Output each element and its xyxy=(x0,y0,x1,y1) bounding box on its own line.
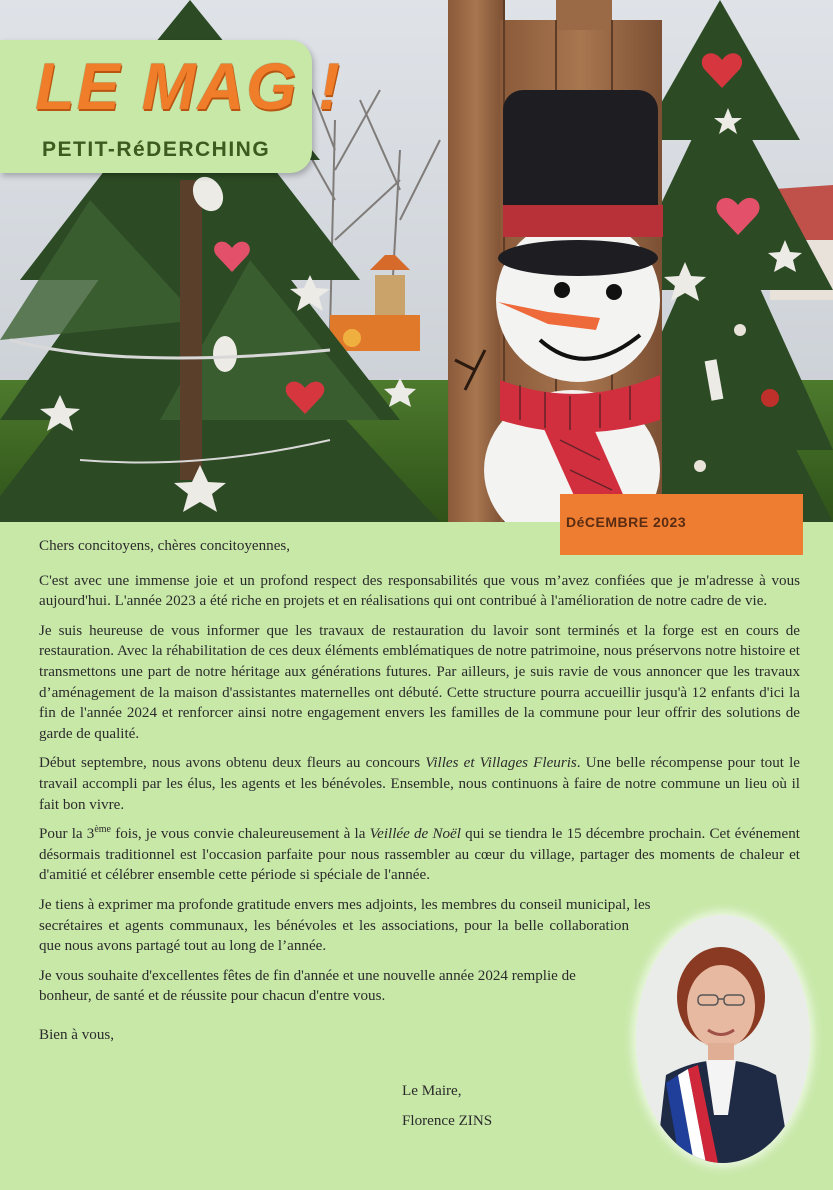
paragraph-4-text-c: qui se tiendra le 15 décembre prochain. Cet événement désormais traditionnel est l'occasion parfaite pour nous rassembler au cœur du village, partager des moments de chaleur et d'amitié et célébrer ensemble cette période si spéciale de l'année. xyxy=(39,826,800,884)
paragraph-3-text-b: . Une belle récompense pour tout le travail accompli par les élus, les agents et les bénévoles. Ensemble, nous continuons à faire de notre commune un lieu où il fait bon vivre. xyxy=(39,755,800,813)
ordinal-suffix: ème xyxy=(94,824,111,836)
paragraph-6: Je vous souhaite d'excellentes fêtes de fin d'année et une nouvelle année 2024 remplie de bonheur, de santé et de réussite pour chacun d'entre vous. xyxy=(39,967,576,1005)
paragraph-1: C'est avec une immense joie et un profond respect des responsabilités que vous m’avez confiées que je m'adresse à vous aujourd'hui. L'année 2023 a été riche en projets et en réalisations qui ont contribué à l'amélioration de notre cadre de vie. xyxy=(39,572,800,610)
paragraph-4 xyxy=(39,824,800,886)
magazine-title: LE MAG ! xyxy=(35,49,342,123)
paragraph-3-text-a: Début septembre, nous avons obtenu deux fleurs au concours xyxy=(39,755,426,772)
paragraph-5-rest: secrétaires et agents communaux, les bénévoles et les associations, pour la belle collaboration que nous avons partagé tout au long de l’année. xyxy=(39,917,629,955)
mayor-portrait xyxy=(636,915,810,1163)
paragraph-4-text-a: Pour la 3 xyxy=(39,826,95,843)
signature-title: Le Maire, xyxy=(402,1083,462,1099)
contest-name: Villes et Villages Fleuris xyxy=(425,755,577,772)
masthead xyxy=(0,40,342,173)
closing: Bien à vous, xyxy=(39,1027,115,1043)
signature-name: Florence ZINS xyxy=(402,1113,493,1129)
greeting: Chers concitoyens, chères concitoyennes, xyxy=(39,538,291,554)
village-name: PETIT-RéDERCHING xyxy=(42,138,271,161)
issue-date: DéCEMBRE 2023 xyxy=(566,514,687,530)
paragraph-4-text-b: fois, je vous convie chaleureusement à la xyxy=(111,826,370,843)
paragraph-2: Je suis heureuse de vous informer que les travaux de restauration du lavoir sont terminés et la forge est en cours de restauration. Avec la réhabilitation de ces deux éléments emblématiques de notre patrimoine, nous préservons notre histoire et transmettons une part de notre héritage aux générations futures. Par ailleurs, je suis ravie de vous annoncer que les travaux d’aménagement de la maison d'assistantes maternelles ont débuté. Cette structure pourra accueillir jusqu'à 12 enfants d'ici la fin de l'année 2024 et renforcer ainsi notre engagement envers les familles de la commune pour leur offrir des solutions de garde de qualité. xyxy=(39,622,800,742)
paragraph-5-line-1: Je tiens à exprimer ma profonde gratitude envers mes adjoints, les membres du conseil municipal, les xyxy=(39,896,651,913)
paragraph-3 xyxy=(39,753,800,815)
event-name: Veillée de Noël xyxy=(369,826,461,843)
mayor-portrait-illustration xyxy=(636,915,810,1163)
